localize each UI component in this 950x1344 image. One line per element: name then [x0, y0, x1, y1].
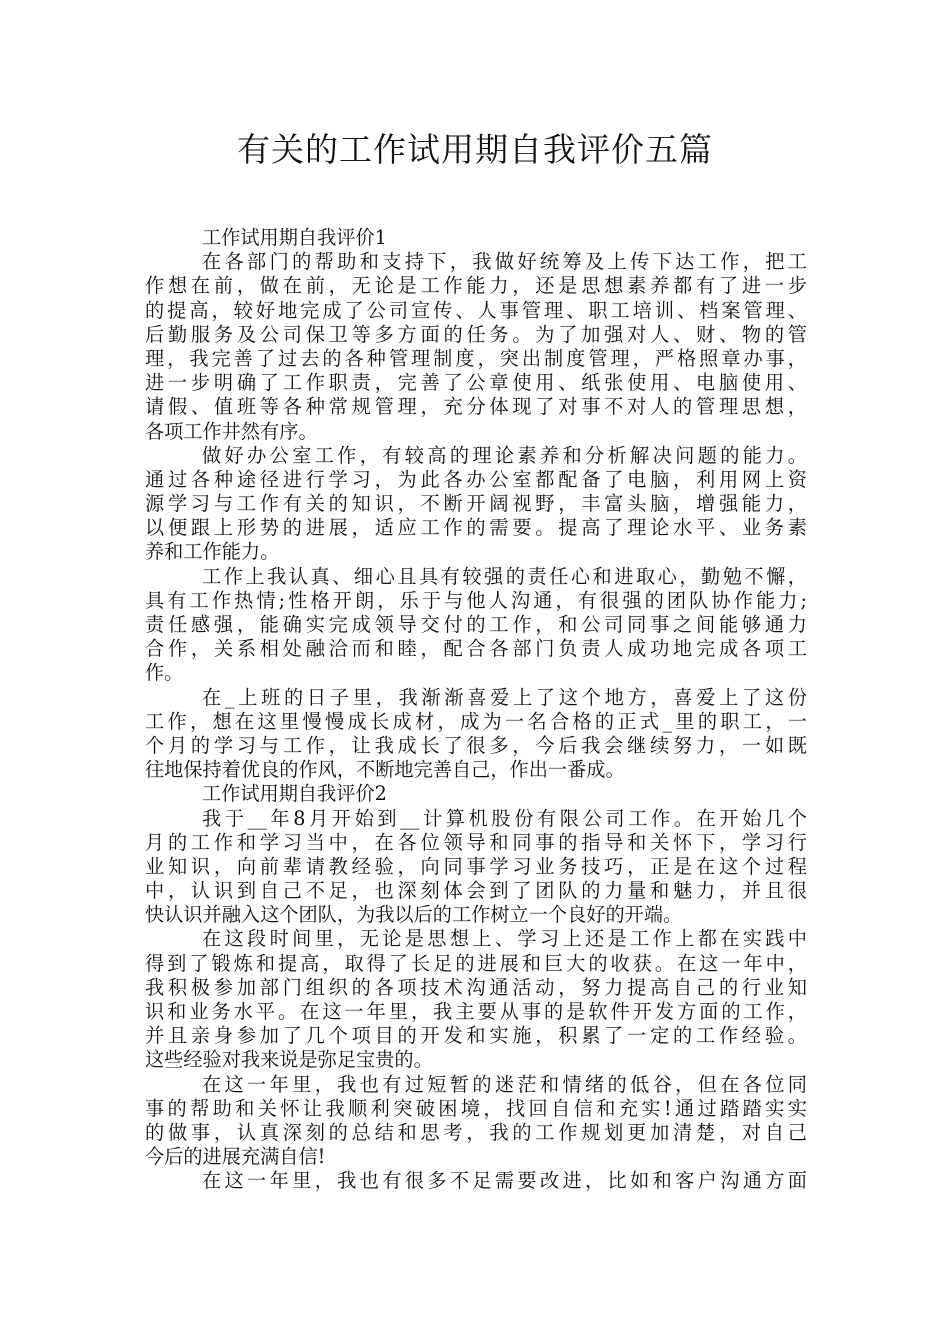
text-line: 具有工作热情;性格开朗，乐于与他人沟通，有很强的团队协作能力;	[145, 588, 807, 612]
text-line: 的提高，较好地完成了公司宣传、人事管理、职工培训、档案管理、	[145, 298, 807, 322]
text-line: 识和业务水平。在这一年里，我主要从事的是软件开发方面的工作，	[145, 1000, 807, 1023]
text-line: 作想在前，做在前，无论是工作能力，还是思想素养都有了进一步	[145, 274, 807, 298]
text-line: 养和工作能力。	[145, 540, 280, 564]
text-line: 中，认识到自己不足，也深刻体会到了团队的力量和魅力，并且很	[145, 879, 807, 903]
text-line: 快认识并融入这个团队，为我以后的工作树立一个良好的开端。	[145, 903, 683, 927]
text-line: 源学习与工作有关的知识，不断开阔视野，丰富头脑，增强能力，	[145, 492, 807, 516]
text-line: 这些经验对我来说是弥足宝贵的。	[145, 1048, 433, 1072]
text-line: 请假、值班等各种常规管理，充分体现了对事不对人的管理思想，	[145, 395, 807, 419]
text-line: 在_上班的日子里，我渐渐喜爱上了这个地方，喜爱上了这份	[202, 685, 807, 709]
text-line: 进一步明确了工作职责，完善了公章使用、纸张使用、电脑使用、	[145, 371, 807, 395]
text-line: 得到了锻炼和提高，取得了长足的进展和巨大的收获。在这一年中，	[145, 951, 807, 975]
text-line: 在各部门的帮助和支持下，我做好统筹及上传下达工作，把工	[202, 250, 807, 274]
text-line: 今后的进展充满自信!	[145, 1145, 326, 1169]
text-line: 业知识，向前辈请教经验，向同事学习业务技巧，正是在这个过程	[145, 854, 807, 878]
text-line: 个月的学习与工作，让我成长了很多，今后我会继续努力，一如既	[145, 733, 807, 757]
text-line: 月的工作和学习当中，在各位领导和同事的指导和关怀下，学习行	[145, 830, 807, 854]
section-heading: 工作试用期自我评价2	[202, 782, 387, 806]
text-line: 在这段时间里，无论是思想上、学习上还是工作上都在实践中	[202, 927, 807, 951]
text-line: 合作，关系相处融洽而和睦，配合各部门负责人成功地完成各项工	[145, 637, 807, 661]
document-title: 有关的工作试用期自我评价五篇	[237, 130, 713, 169]
text-line: 我于__年8月开始到__计算机股份有限公司工作。在开始几个	[202, 806, 807, 830]
text-line: 往地保持着优良的作风，不断地完善自己，作出一番成。	[145, 758, 625, 782]
text-line: 的做事，认真深刻的总结和思考，我的工作规划更加清楚，对自己	[145, 1120, 807, 1144]
text-line: 各项工作井然有序。	[145, 419, 318, 443]
text-line: 工作，想在这里慢慢成长成材，成为一名合格的正式_里的职工，一	[145, 709, 807, 733]
text-line: 作。	[145, 661, 184, 685]
text-line: 做好办公室工作，有较高的理论素养和分析解决问题的能力。	[202, 443, 807, 467]
text-line: 事的帮助和关怀让我顺利突破困境，找回自信和充实!通过踏踏实实	[145, 1096, 807, 1120]
text-line: 工作上我认真、细心且具有较强的责任心和进取心，勤勉不懈，	[202, 564, 807, 588]
text-line: 责任感强，能确实完成领导交付的工作，和公司同事之间能够通力	[145, 613, 807, 636]
text-line: 理，我完善了过去的各种管理制度，突出制度管理，严格照章办事，	[145, 346, 807, 370]
text-line: 以便跟上形势的进展，适应工作的需要。提高了理论水平、业务素	[145, 516, 807, 540]
text-line: 并且亲身参加了几个项目的开发和实施，积累了一定的工作经验。	[145, 1024, 807, 1048]
text-line: 在这一年里，我也有很多不足需要改进，比如和客户沟通方面	[202, 1169, 807, 1193]
text-line: 我积极参加部门组织的各项技术沟通活动，努力提高自己的行业知	[145, 975, 807, 999]
text-line: 后勤服务及公司保卫等多方面的任务。为了加强对人、财、物的管	[145, 322, 807, 346]
text-line: 在这一年里，我也有过短暂的迷茫和情绪的低谷，但在各位同	[202, 1072, 807, 1096]
text-line: 通过各种途径进行学习，为此各办公室都配备了电脑，利用网上资	[145, 467, 807, 491]
document-body	[145, 226, 807, 1194]
section-heading: 工作试用期自我评价1	[202, 226, 387, 249]
